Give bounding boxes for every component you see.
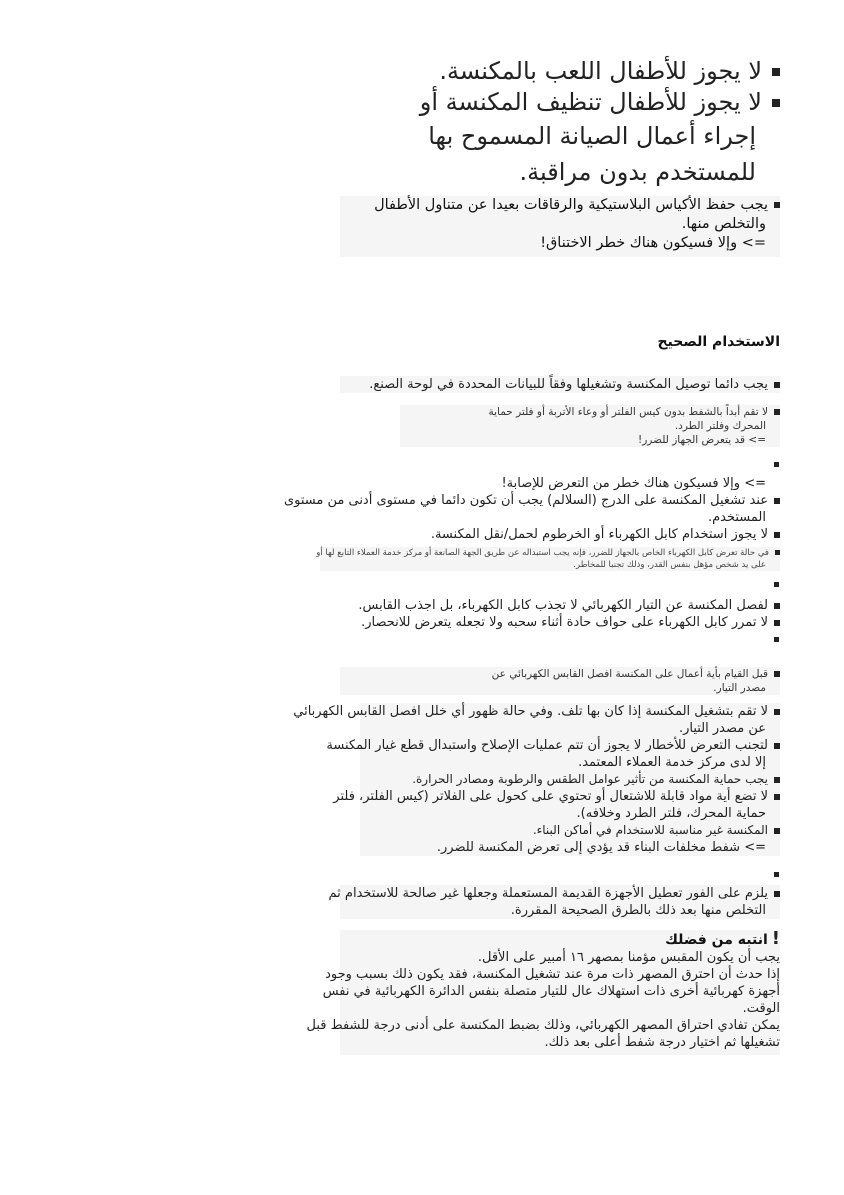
list-item <box>340 376 780 393</box>
bullet-text: في حالة تعرض كابل الكهرباء الخاص بالجهاز للضرر، فإنه يجب استبداله عن طريق الجهة الصانعة أو مركز خدمة العملاء التابع لها أو <box>316 548 769 558</box>
bullet-continuation: التخلص منها بعد ذلك بالطرق الصحيحة المقررة. <box>510 903 766 918</box>
bullet-text: عند تشغيل المكنسة على الدرج (السلالم) يجب أن تكون دائما في مستوى أدنى من مستوى <box>283 493 768 508</box>
list-item <box>340 667 780 695</box>
bullet-icon <box>774 532 780 538</box>
list-item <box>333 788 780 805</box>
list-item <box>316 547 780 571</box>
bullet-icon <box>774 671 780 677</box>
bullet-continuation: على يد شخص مؤهل بنفس القدر، وذلك تجنبا للمخاطر. <box>573 560 766 570</box>
bullet-continuation: عن مصدر التيار. <box>678 721 766 736</box>
bullet-continuation: المحرك وفلتر الطرد. <box>674 420 766 432</box>
list-item <box>360 822 780 839</box>
bullet-continuation: مصدر التيار. <box>713 682 766 694</box>
list-item <box>293 703 780 720</box>
bullet-icon <box>774 777 780 783</box>
list-item <box>328 885 780 919</box>
bullet-text: يجب دائما توصيل المكنسة وتشغيلها وفقاً للبيانات المحددة في لوحة الصنع. <box>369 377 768 392</box>
list-item <box>360 597 780 614</box>
bullet-text: لا يجوز استخدام كابل الكهرباء أو الخرطوم لحمل/نقل المكنسة. <box>430 527 768 542</box>
section-heading: الاستخدام الصحيح <box>657 334 780 350</box>
cable-items <box>360 597 780 631</box>
list-item <box>400 405 780 447</box>
bullet-icon <box>774 620 780 626</box>
attention-text: الوقت. <box>742 1001 780 1016</box>
list-item <box>283 492 780 509</box>
bullet-icon <box>774 462 779 467</box>
damage-warning: => قد يتعرض الجهاز للضرر! <box>638 434 766 446</box>
exclamation-icon: ! <box>771 928 780 949</box>
attention-box <box>306 928 780 1055</box>
bullet-icon <box>774 872 779 877</box>
maintenance-items <box>293 703 780 856</box>
bullet-icon <box>774 582 779 587</box>
bullet-icon <box>774 382 780 388</box>
bullet-text: لا تقم أبداً بالشفط بدون كيس الفلتر أو وعاء الأتربة أو فلتر حماية <box>488 406 768 418</box>
bullet-text: المكنسة غير مناسبة للاستخدام في أماكن البناء. <box>532 823 768 837</box>
bullet-icon <box>774 202 780 208</box>
bullet-icon <box>772 99 780 107</box>
bullet-icon <box>775 550 780 555</box>
list-item <box>330 526 780 543</box>
bullet-icon <box>774 603 780 609</box>
bullet-text: لا تقم بتشغيل المكنسة إذا كان بها تلف. وفي حالة ظهور أي خلل افصل القابس الكهربائي <box>293 704 768 719</box>
bullet-icon <box>774 891 780 897</box>
bullet-continuation: للمستخدم بدون مراقبة. <box>519 158 756 186</box>
choking-warning: => وإلا فسيكون هناك خطر الاختناق! <box>540 235 766 251</box>
list-item <box>360 56 780 87</box>
bullet-icon <box>774 794 780 800</box>
children-warnings <box>360 56 780 190</box>
bullet-icon <box>772 68 780 76</box>
attention-text: أجهزة كهربائية أخرى ذات استهلاك عال للتيار متصلة بنفس الدائرة الكهربائية في نفس <box>322 984 780 999</box>
list-item <box>360 614 780 631</box>
bullet-continuation: حماية المحرك، فلتر الطرد وخلافه). <box>576 806 766 821</box>
attention-text: يمكن تفادي احتراق المصهر الكهربائي، وذلك بضبط المكنسة على أدنى درجة للشفط قبل <box>306 1018 780 1033</box>
bullet-continuation: المستخدم. <box>707 510 766 525</box>
bullet-text: يجب حفظ الأكياس البلاستيكية والرقاقات بعيدا عن متناول الأطفال <box>374 197 768 213</box>
bullet-icon <box>774 828 780 834</box>
list-item <box>326 737 780 754</box>
bullet-icon <box>774 637 779 642</box>
bullet-text: قبل القيام بأية أعمال على المكنسة افصل القابس الكهربائي عن <box>491 668 768 680</box>
bags-warning <box>340 196 780 257</box>
bullet-continuation: إلا لدى مركز خدمة العملاء المعتمد. <box>578 755 766 770</box>
bullet-text: لا يجوز للأطفال اللعب بالمكنسة. <box>439 57 762 85</box>
attention-text: إذا حدث أن احترق المصهر ذات مرة عند تشغيل المكنسة، فقد يكون ذلك بسبب وجود <box>325 967 780 982</box>
bullet-icon <box>774 743 780 749</box>
injury-warning: => وإلا فسيكون هناك خطر من التعرض للإصابة! <box>501 476 766 491</box>
list-item <box>360 771 780 788</box>
bullet-icon <box>774 409 780 415</box>
bullet-text: لا يجوز للأطفال تنظيف المكنسة أو <box>419 88 762 116</box>
bullet-text: لا تضع أية مواد قابلة للاشتعال أو تحتوي على كحول على الفلاتر (كيس الفلتر، فلتر <box>333 789 768 804</box>
list-item <box>360 87 780 118</box>
bullet-continuation: إجراء أعمال الصيانة المسموح بها <box>428 122 756 150</box>
bullet-text: لتجنب التعرض للأخطار لا يجوز أن تتم عمليات الإصلاح واستبدال قطع غيار المكنسة <box>326 738 768 753</box>
attention-text: تشغيلها ثم اختيار درجة شفط أعلى بعد ذلك. <box>544 1035 780 1050</box>
list-item <box>340 196 780 215</box>
attention-text: يجب أن يكون المقبس مؤمنا بمصهر ١٦ أمبير على الأقل. <box>477 950 780 965</box>
bullet-text: لا تمرر كابل الكهرباء على حواف حادة أثناء سحبه ولا تجعله يتعرض للانحصار. <box>361 615 768 630</box>
bullet-text: لفصل المكنسة عن التيار الكهربائي لا تجذب كابل الكهرباء، بل اجذب القابس. <box>358 598 768 613</box>
bullet-continuation: والتخلص منها. <box>681 216 766 232</box>
bullet-icon <box>774 709 780 715</box>
safety-items <box>283 475 780 543</box>
attention-title: انتبه من فضلك <box>665 932 768 948</box>
construction-warning: => شفط مخلفات البناء قد يؤدي إلى تعرض المكنسة للضرر. <box>436 840 766 855</box>
bullet-icon <box>774 498 780 504</box>
bullet-text: يلزم على الفور تعطيل الأجهزة القديمة المستعملة وجعلها غير صالحة للاستخدام ثم <box>328 886 768 901</box>
attention-header <box>340 930 780 949</box>
bullet-text: يجب حماية المكنسة من تأثير عوامل الطقس والرطوبة ومصادر الحرارة. <box>412 772 768 786</box>
